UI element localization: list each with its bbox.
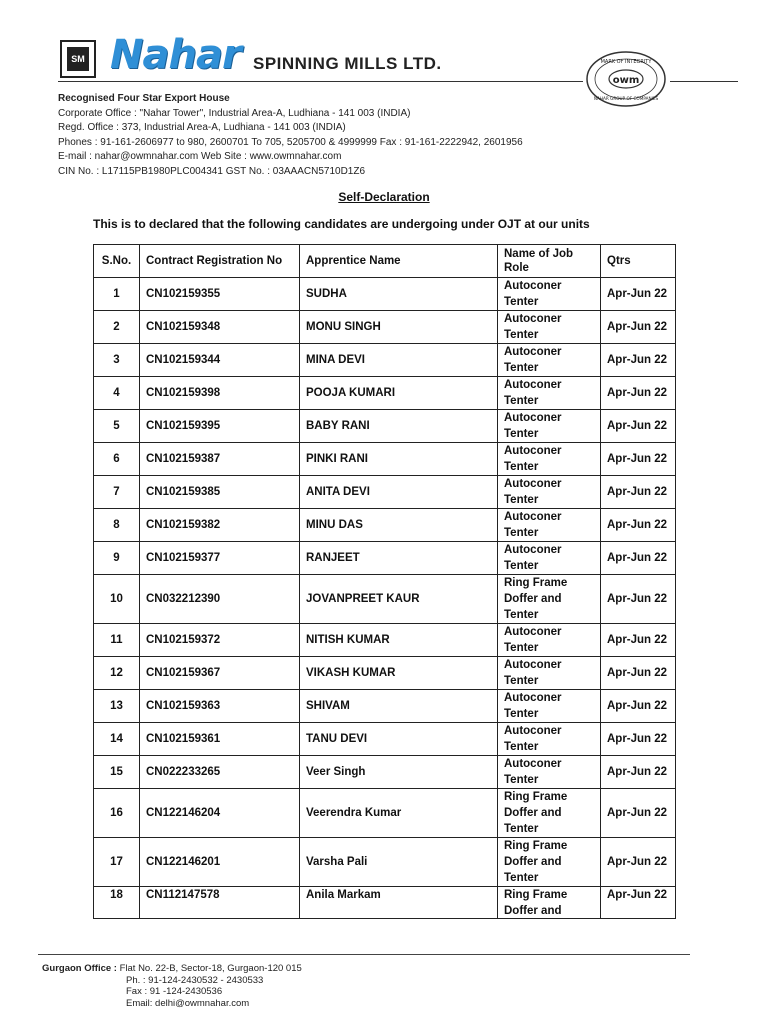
cell-name: Veerendra Kumar bbox=[300, 789, 498, 838]
cell-job-role bbox=[498, 542, 601, 575]
integrity-seal-icon bbox=[585, 50, 667, 108]
info-line: E-mail : nahar@owmnahar.com Web Site : www.owmnahar.com bbox=[58, 151, 342, 162]
cell-job-role bbox=[498, 443, 601, 476]
cell-registration: CN102159348 bbox=[140, 311, 300, 344]
cell-qtr: Apr-Jun 22 bbox=[601, 756, 676, 789]
brand-subtitle: SPINNING MILLS LTD. bbox=[253, 54, 442, 73]
cell-name: POOJA KUMARI bbox=[300, 377, 498, 410]
cell-name: Varsha Pali bbox=[300, 838, 498, 887]
cell-registration: CN102159344 bbox=[140, 344, 300, 377]
cell-qtr: Apr-Jun 22 bbox=[601, 838, 676, 887]
cell-sno: 14 bbox=[94, 723, 140, 756]
cell-registration: CN032212390 bbox=[140, 575, 300, 624]
cell-registration: CN112147578 bbox=[140, 887, 300, 919]
cell-sno: 5 bbox=[94, 410, 140, 443]
job-role-text: Ring Frame Doffer and bbox=[504, 889, 568, 917]
job-role-text: Ring Frame Doffer and Tenter bbox=[504, 840, 568, 884]
cell-registration: CN102159372 bbox=[140, 624, 300, 657]
job-role-text: Autoconer Tenter bbox=[504, 659, 562, 687]
header-divider bbox=[58, 81, 583, 82]
cell-name: MINU DAS bbox=[300, 509, 498, 542]
footer-line: Email: delhi@owmnahar.com bbox=[126, 997, 250, 1009]
header-registration: Contract Registration No bbox=[140, 245, 300, 278]
job-role-text: Autoconer Tenter bbox=[504, 478, 562, 506]
table-row bbox=[94, 789, 676, 838]
cell-sno: 6 bbox=[94, 443, 140, 476]
cell-job-role bbox=[498, 624, 601, 657]
cell-registration: CN122146204 bbox=[140, 789, 300, 838]
table-row bbox=[94, 723, 676, 756]
cell-job-role bbox=[498, 756, 601, 789]
job-role-text: Autoconer Tenter bbox=[504, 544, 562, 572]
job-role-text: Autoconer Tenter bbox=[504, 511, 562, 539]
cell-sno: 2 bbox=[94, 311, 140, 344]
cell-job-role bbox=[498, 789, 601, 838]
cell-name: SHIVAM bbox=[300, 690, 498, 723]
cell-name: RANJEET bbox=[300, 542, 498, 575]
info-line: CIN No. : L17115PB1980PLC004341 GST No. : 03AAACN5710D1Z6 bbox=[58, 165, 366, 177]
cell-registration: CN102159387 bbox=[140, 443, 300, 476]
cell-sno: 12 bbox=[94, 657, 140, 690]
brand-name: Nahar bbox=[110, 32, 241, 78]
job-role-text: Ring Frame Doffer and Tenter bbox=[504, 577, 568, 621]
footer-label: Gurgaon Office : bbox=[42, 963, 117, 974]
cell-sno: 8 bbox=[94, 509, 140, 542]
job-role-text: Autoconer Tenter bbox=[504, 626, 562, 654]
job-role-text: Autoconer Tenter bbox=[504, 280, 562, 308]
job-role-text: Ring Frame Doffer and Tenter bbox=[504, 791, 568, 835]
table-row bbox=[94, 575, 676, 624]
table-row bbox=[94, 542, 676, 575]
table-body bbox=[94, 278, 676, 919]
cell-qtr: Apr-Jun 22 bbox=[601, 789, 676, 838]
cell-job-role bbox=[498, 690, 601, 723]
table-header-row bbox=[94, 245, 676, 278]
table-row bbox=[94, 443, 676, 476]
cell-registration: CN122146201 bbox=[140, 838, 300, 887]
cell-registration: CN102159382 bbox=[140, 509, 300, 542]
table-row bbox=[94, 756, 676, 789]
info-line: Recognised Four Star Export House bbox=[58, 93, 230, 104]
cell-job-role bbox=[498, 278, 601, 311]
header-sno: S.No. bbox=[94, 245, 140, 278]
document-title: Self-Declaration bbox=[338, 190, 430, 204]
cell-job-role bbox=[498, 723, 601, 756]
footer-line: Fax : 91 -124-2430536 bbox=[126, 986, 223, 997]
table-row bbox=[94, 509, 676, 542]
cell-name: TANU DEVI bbox=[300, 723, 498, 756]
cell-job-role bbox=[498, 476, 601, 509]
footer-line: Flat No. 22-B, Sector-18, Gurgaon-120 015 bbox=[119, 963, 302, 974]
table-row bbox=[94, 657, 676, 690]
cell-sno: 4 bbox=[94, 377, 140, 410]
cell-sno: 3 bbox=[94, 344, 140, 377]
cell-sno: 7 bbox=[94, 476, 140, 509]
cell-registration: CN102159367 bbox=[140, 657, 300, 690]
cell-name: ANITA DEVI bbox=[300, 476, 498, 509]
cell-registration: CN102159377 bbox=[140, 542, 300, 575]
cell-name: Veer Singh bbox=[300, 756, 498, 789]
job-role-text: Autoconer Tenter bbox=[504, 346, 562, 374]
cell-qtr: Apr-Jun 22 bbox=[601, 723, 676, 756]
table-row bbox=[94, 344, 676, 377]
cell-job-role bbox=[498, 344, 601, 377]
cell-registration: CN102159398 bbox=[140, 377, 300, 410]
cell-name: MINA DEVI bbox=[300, 344, 498, 377]
cell-name: SUDHA bbox=[300, 278, 498, 311]
cell-name: Anila Markam bbox=[300, 887, 498, 919]
cell-registration: CN022233265 bbox=[140, 756, 300, 789]
header-job-role: Name of Job Role bbox=[498, 245, 601, 278]
cell-qtr: Apr-Jun 22 bbox=[601, 377, 676, 410]
cell-qtr: Apr-Jun 22 bbox=[601, 278, 676, 311]
footer-divider bbox=[38, 954, 690, 955]
cell-name: NITISH KUMAR bbox=[300, 624, 498, 657]
info-line: Corporate Office : "Nahar Tower", Industrial Area-A, Ludhiana - 141 003 (INDIA) bbox=[58, 107, 411, 119]
document-subtitle: This is to declared that the following candidates are undergoing under OJT at our units bbox=[93, 217, 590, 231]
cell-sno: 16 bbox=[94, 789, 140, 838]
cell-job-role bbox=[498, 887, 601, 919]
cell-name: JOVANPREET KAUR bbox=[300, 575, 498, 624]
company-logo bbox=[60, 40, 96, 78]
cell-sno: 10 bbox=[94, 575, 140, 624]
cell-registration: CN102159395 bbox=[140, 410, 300, 443]
table-row bbox=[94, 278, 676, 311]
table-row bbox=[94, 624, 676, 657]
cell-name: BABY RANI bbox=[300, 410, 498, 443]
job-role-text: Autoconer Tenter bbox=[504, 412, 562, 440]
cell-sno: 11 bbox=[94, 624, 140, 657]
cell-name: PINKI RANI bbox=[300, 443, 498, 476]
cell-name: MONU SINGH bbox=[300, 311, 498, 344]
header-name: Apprentice Name bbox=[300, 245, 498, 278]
cell-registration: CN102159355 bbox=[140, 278, 300, 311]
cell-sno: 18 bbox=[94, 887, 140, 919]
cell-qtr: Apr-Jun 22 bbox=[601, 542, 676, 575]
letterhead bbox=[58, 30, 738, 180]
cell-job-role bbox=[498, 410, 601, 443]
cell-qtr: Apr-Jun 22 bbox=[601, 344, 676, 377]
info-line: Phones : 91-161-2606977 to 980, 2600701 To 705, 5205700 & 4999999 Fax : 91-161-2222942, 2601956 bbox=[58, 136, 523, 148]
cell-job-role bbox=[498, 311, 601, 344]
footer-line: Ph. : 91-124-2430532 - 2430533 bbox=[126, 974, 264, 986]
cell-job-role bbox=[498, 838, 601, 887]
info-line: Regd. Office : 373, Industrial Area-A, Ludhiana - 141 003 (INDIA) bbox=[58, 122, 346, 133]
seal-top-text: MARK OF INTEGRITY bbox=[600, 59, 652, 65]
cell-registration: CN102159363 bbox=[140, 690, 300, 723]
cell-sno: 13 bbox=[94, 690, 140, 723]
cell-qtr: Apr-Jun 22 bbox=[601, 575, 676, 624]
table-row bbox=[94, 311, 676, 344]
job-role-text: Autoconer Tenter bbox=[504, 313, 562, 341]
table-row bbox=[94, 476, 676, 509]
table-row bbox=[94, 690, 676, 723]
header-divider-right bbox=[670, 81, 738, 82]
cell-job-role bbox=[498, 657, 601, 690]
cell-qtr: Apr-Jun 22 bbox=[601, 657, 676, 690]
seal-center-text: owm bbox=[612, 75, 640, 86]
cell-qtr: Apr-Jun 22 bbox=[601, 690, 676, 723]
job-role-text: Autoconer Tenter bbox=[504, 692, 562, 720]
cell-qtr: Apr-Jun 22 bbox=[601, 476, 676, 509]
cell-registration: CN102159385 bbox=[140, 476, 300, 509]
candidates-table bbox=[93, 244, 676, 919]
cell-qtr: Apr-Jun 22 bbox=[601, 410, 676, 443]
cell-qtr: Apr-Jun 22 bbox=[601, 443, 676, 476]
cell-sno: 1 bbox=[94, 278, 140, 311]
table-row bbox=[94, 887, 676, 919]
table-row bbox=[94, 838, 676, 887]
cell-qtr: Apr-Jun 22 bbox=[601, 509, 676, 542]
footer bbox=[42, 963, 302, 1009]
header-qtrs: Qtrs bbox=[601, 245, 676, 278]
job-role-text: Autoconer Tenter bbox=[504, 758, 562, 786]
cell-job-role bbox=[498, 377, 601, 410]
cell-name: VIKASH KUMAR bbox=[300, 657, 498, 690]
seal-bottom-text: NAHAR GROUP OF COMPANIES bbox=[593, 96, 659, 101]
cell-job-role bbox=[498, 575, 601, 624]
logo-mark: SM bbox=[67, 47, 89, 71]
cell-qtr: Apr-Jun 22 bbox=[601, 624, 676, 657]
company-info bbox=[58, 92, 523, 179]
job-role-text: Autoconer Tenter bbox=[504, 379, 562, 407]
cell-registration: CN102159361 bbox=[140, 723, 300, 756]
job-role-text: Autoconer Tenter bbox=[504, 725, 562, 753]
table-row bbox=[94, 377, 676, 410]
cell-sno: 17 bbox=[94, 838, 140, 887]
table-row bbox=[94, 410, 676, 443]
cell-sno: 15 bbox=[94, 756, 140, 789]
cell-job-role bbox=[498, 509, 601, 542]
job-role-text: Autoconer Tenter bbox=[504, 445, 562, 473]
cell-sno: 9 bbox=[94, 542, 140, 575]
cell-qtr: Apr-Jun 22 bbox=[601, 311, 676, 344]
cell-qtr: Apr-Jun 22 bbox=[601, 887, 676, 919]
